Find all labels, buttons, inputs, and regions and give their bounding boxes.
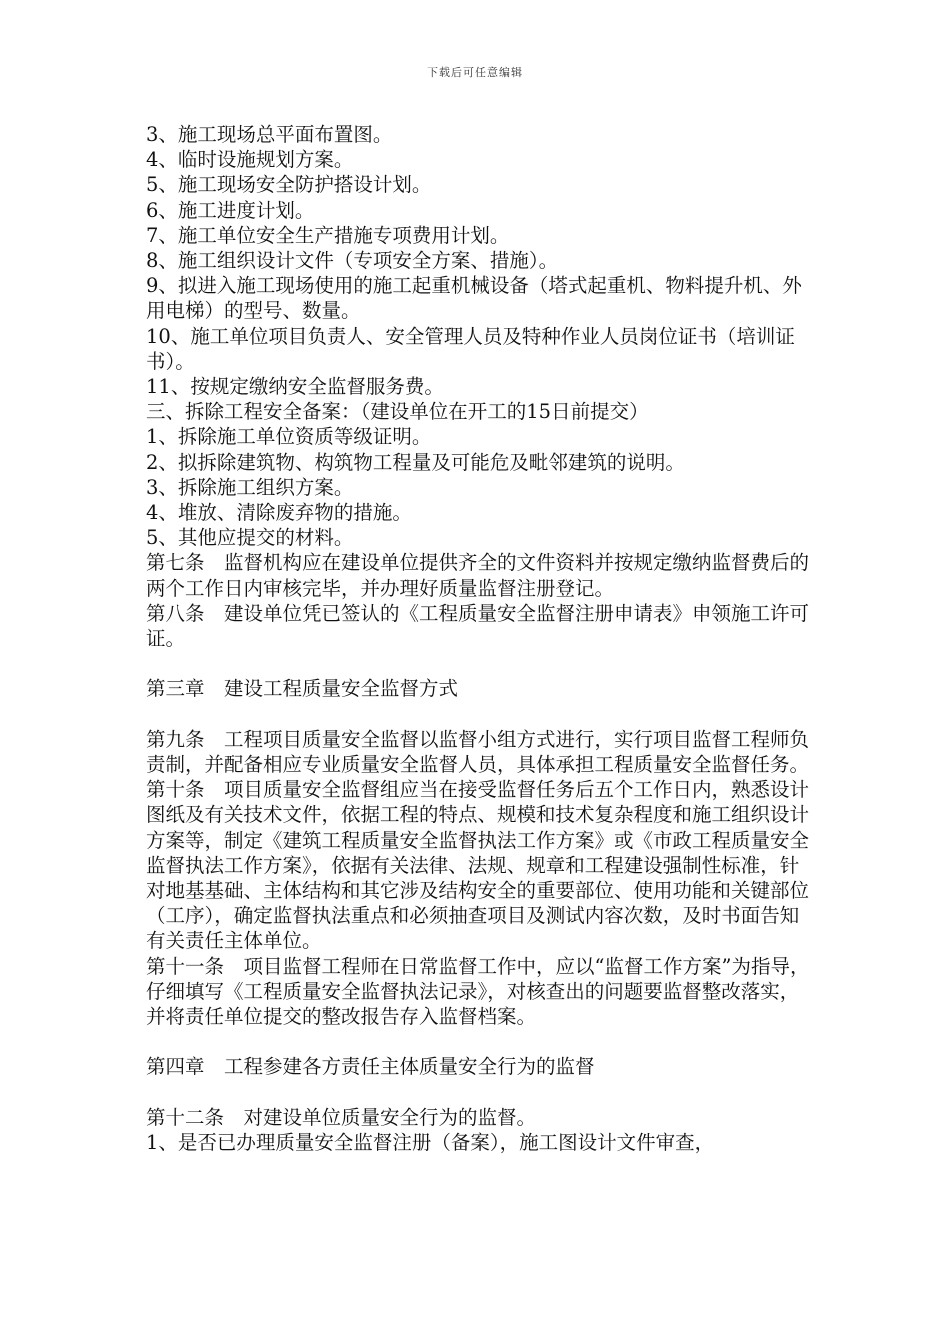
- document-body: [146, 122, 811, 1155]
- list-item: 1、拆除施工单位资质等级证明。: [146, 425, 432, 449]
- list-item: 3、拆除施工组织方案。: [146, 475, 354, 499]
- spacer: [146, 1029, 811, 1054]
- article-paragraph: 第八条 建设单位凭已签认的《工程质量安全监督注册申请表》申领施工许可证。: [146, 601, 810, 651]
- article-paragraph: 第七条 监督机构应在建设单位提供齐全的文件资料并按规定缴纳监督费后的两个工作日内审核完毕，并办理好质量监督注册登记。: [146, 551, 810, 600]
- list-item: 3、施工现场总平面布置图。: [146, 123, 393, 146]
- section-heading: 三、拆除工程安全备案：（建设单位在开工的15日前提交）: [146, 400, 649, 424]
- page-header: 下载后可任意编辑: [427, 66, 523, 79]
- list-item: 2、拟拆除建筑物、构筑物工程量及可能危及毗邻建筑的说明。: [146, 450, 685, 474]
- spacer: [146, 651, 811, 676]
- article-paragraph: 第十一条 项目监督工程师在日常监督工作中，应以“监督工作方案”为指导，仔细填写《工程质量安全监督执法记录》，对核查出的问题要监督整改落实，并将责任单位提交的整改报告存入监督档案。: [146, 954, 810, 1029]
- list-item: 10、施工单位项目负责人、安全管理人员及特种作业人员岗位证书（培训证书）。: [146, 324, 795, 373]
- list-item: 5、施工现场安全防护搭设计划。: [146, 173, 432, 197]
- list-item: 9、拟进入施工现场使用的施工起重机械设备（塔式起重机、物料提升机、外用电梯）的型号、数量。: [146, 274, 802, 323]
- list-item: 6、施工进度计划。: [146, 198, 315, 222]
- spacer: [146, 1080, 811, 1105]
- article-paragraph: 第九条 工程项目质量安全监督以监督小组方式进行，实行项目监督工程师负责制，并配备相应专业质量安全监督人员，具体承担工程质量安全监督任务。: [146, 727, 810, 777]
- list-item: 4、堆放、清除废弃物的措施。: [146, 501, 412, 525]
- article-paragraph: 第十二条 对建设单位质量安全行为的监督。: [146, 1105, 537, 1129]
- list-item: 8、施工组织设计文件（专项安全方案、措施）。: [146, 249, 559, 273]
- chapter-heading: 第四章 工程参建各方责任主体质量安全行为的监督: [146, 1055, 595, 1079]
- list-item: 7、施工单位安全生产措施专项费用计划。: [146, 223, 510, 247]
- list-item: 11、按规定缴纳安全监督服务费。: [146, 375, 444, 399]
- list-item: 5、其他应提交的材料。: [146, 526, 354, 550]
- chapter-heading: 第三章 建设工程质量安全监督方式: [146, 677, 459, 701]
- spacer: [146, 702, 811, 727]
- article-paragraph: 第十条 项目质量安全监督组应当在接受监督任务后五个工作日内，熟悉设计图纸及有关技术文件，依据工程的特点、规模和技术复杂程度和施工组织设计方案等，制定《建筑工程质量安全监督执法工作方案》或《市政工程质量安全监督执法工作方案》，依据有关法律、法规、规章和工程建设强制性标准，针对地基基础、主体结构和其它涉及结构安全的重要部位、使用功能和关键部位（工序），确定监督执法重点和必须抽查项目及测试内容次数，及时书面告知有关责任主体单位。: [146, 778, 810, 953]
- list-item: 1、是否已办理质量安全监督注册（备案），施工图设计文件审查，: [146, 1131, 715, 1155]
- list-item: 4、临时设施规划方案。: [146, 148, 354, 172]
